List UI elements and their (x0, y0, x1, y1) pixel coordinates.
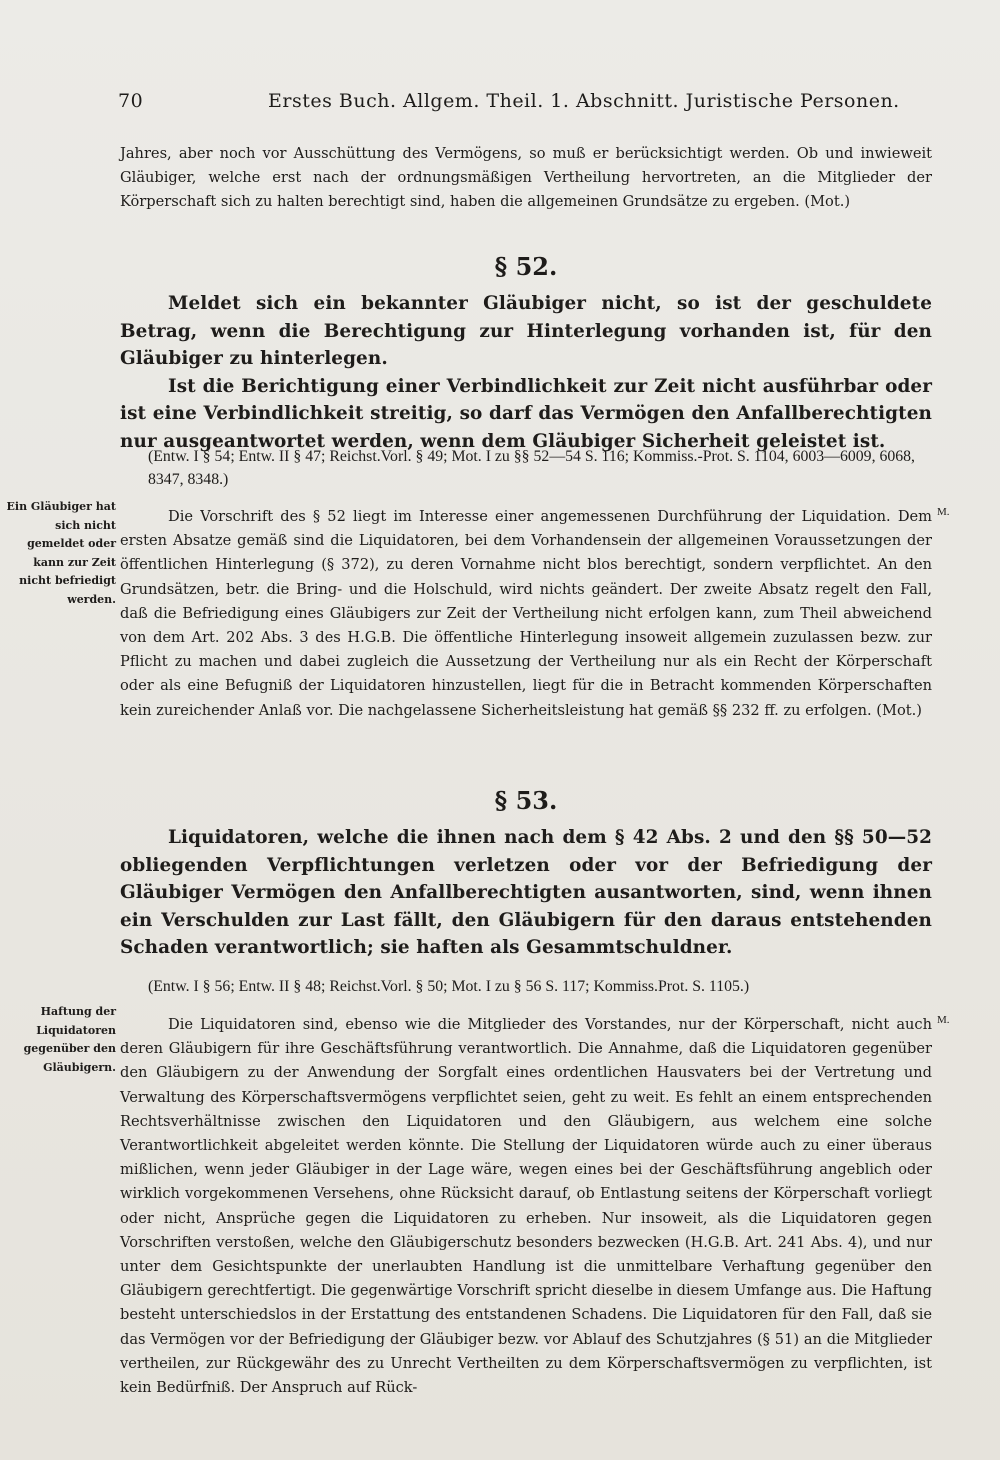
section-53-commentary (120, 1013, 932, 1400)
section-52-references (120, 445, 932, 491)
section-53-commentary-text: Die Liquidatoren sind, ebenso wie die Mitglieder des Vorstandes, nur der Körperschaft, nicht auch deren Gläubigern für ihre Geschäftsführung verantwortlich. Die Annahme, daß die Liquidatoren gegenüber den Gläubigern zu der Anwendung der Sorgfalt eines ordentlichen Hausvaters bei der Vertretung und Verwaltung des Körperschaftsvermögens verpflichtet seien, geht zu weit. Es fehlt an einem entsprechenden Rechtsverhältnisse zwischen den Liquidatoren und den Gläubigern, aus welchem eine solche Verantwortlichkeit abgeleitet werden könnte. Die Stellung der Liquidatoren würde auch zu einer überaus mißlichen, wenn jeder Gläubiger in der Lage wäre, wegen eines bei der Geschäftsführung angeblich oder wirklich vorgekommenen Versehens, ohne Rücksicht darauf, ob Entlastung seitens der Körperschaft vorliegt oder nicht, Ansprüche gegen die Liquidatoren zu erheben. Nur insoweit, als die Liquidatoren gegen Vorschriften verstoßen, welche den Gläubigerschutz besonders bezwecken (H.G.B. Art. 241 Abs. 4), und nur unter dem Gesichtspunkte der unerlaubten Handlung ist die unmittelbare Verhaftung gegenüber den Gläubigern gerechtfertigt. Die gegenwärtige Vorschrift spricht dieselbe in diesem Umfange aus. Die Haftung besteht unterschiedslos in der Erstattung des entstandenen Schadens. Die Liquidatoren für den Fall, daß sie das Vermögen vor der Befriedigung der Gläubiger bezw. vor Ablauf des Schutzjahres (§ 51) an die Mitglieder vertheilen, zur Rückgewähr des zu Unrecht Vertheilten zu dem Körperschaftsvermögen zu verpflichten, ist kein Bedürfniß. Der Anspruch auf Rück- (120, 1016, 932, 1397)
page-number: 70 (118, 90, 144, 112)
section-52-commentary-text: Die Vorschrift des § 52 liegt im Interesse einer angemessenen Durchführung der Liquidation. Dem ersten Absatze gemäß sind die Liquidatoren, bei dem Vorhandensein der allgemeinen Voraussetzungen der öffentlichen Hinterlegung (§ 372), zu deren Vornahme nicht blos berechtigt, sondern verpflichtet. An den Grundsätzen, betr. die Bring- und die Holschuld, wird nichts geändert. Der zweite Absatz regelt den Fall, daß die Befriedigung eines Gläubigers zur Zeit der Vertheilung nicht erfolgen kann, zum Theil abweichend von dem Art. 202 Abs. 3 des H.G.B. Die öffentliche Hinterlegung insoweit allgemein zuzulassen bezw. zur Pflicht zu machen und dabei zugleich die Aussetzung der Vertheilung nur als ein Recht der Körperschaft oder als eine Befugniß der Liquidatoren hinzustellen, liegt für die in Betracht kommenden Körperschaften kein zureichender Anlaß vor. Die nachgelassene Sicherheitsleistung hat gemäß §§ 232 ff. zu erfolgen. (Mot.) (120, 508, 932, 719)
section-52-law-text (120, 290, 932, 455)
intro-text: Jahres, aber noch vor Ausschüttung des Vermögens, so muß er berücksichtigt werden. Ob und inwieweit Gläubiger, welche erst nach der ordnungsmäßigen Vertheilung hervortreten, an die Mitglieder der Körperschaft sich zu halten berechtigt sind, haben die allgemeinen Grundsätze zu ergeben. (Mot.) (120, 145, 932, 211)
section-52-margin-mark: M. (937, 506, 950, 518)
intro-paragraph (120, 142, 932, 215)
section-52-refs-text: (Entw. I § 54; Entw. II § 47; Reichst.Vorl. § 49; Mot. I zu §§ 52—54 S. 116; Kommiss.-Prot. S. 1104, 6003—6009, 6068, 8347, 8348.) (148, 448, 916, 488)
section-53-law-text (120, 824, 932, 962)
section-53-heading: § 53. (494, 786, 558, 815)
section-52-commentary (120, 505, 932, 723)
section-53-margin-note: Haftung der Liquidatoren gegenüber den Gläubigern. (23, 1005, 116, 1074)
section-53-refs-text: (Entw. I § 56; Entw. II § 48; Reichst.Vorl. § 50; Mot. I zu § 56 S. 117; Kommiss.Prot. S. 1105.) (148, 978, 750, 995)
section-53-para-1: Liquidatoren, welche die ihnen nach dem § 42 Abs. 2 und den §§ 50—52 obliegenden Verpflichtungen verletzen oder vor der Befriedigung der Gläubiger Vermögen den Anfallberechtigten ausantworten, sind, wenn ihnen ein Verschulden zur Last fällt, den Gläubigern für den daraus entstehenden Schaden verantwortlich; sie haften als Gesammtschuldner. (120, 827, 932, 958)
section-53-references (120, 975, 932, 998)
section-52-para-1: Meldet sich ein bekannter Gläubiger nicht, so ist der geschuldete Betrag, wenn die Berechtigung zur Hinterlegung vorhanden ist, für den Gläubiger zu hinterlegen. (120, 293, 932, 369)
section-53-margin-mark: M. (937, 1014, 950, 1026)
section-52-heading: § 52. (494, 252, 558, 281)
running-title: Erstes Buch. Allgem. Theil. 1. Abschnitt. Juristische Personen. (268, 90, 900, 112)
section-52-para-2: Ist die Berichtigung einer Verbindlichkeit zur Zeit nicht ausführbar oder ist eine Verbindlichkeit streitig, so darf das Vermögen den Anfallberechtigten nur ausgeantwortet werden, wenn dem Gläubiger Sicherheit geleistet ist. (120, 375, 932, 452)
section-52-margin-note: Ein Gläubiger hat sich nicht gemeldet oder kann zur Zeit nicht befriedigt werden. (6, 500, 116, 606)
